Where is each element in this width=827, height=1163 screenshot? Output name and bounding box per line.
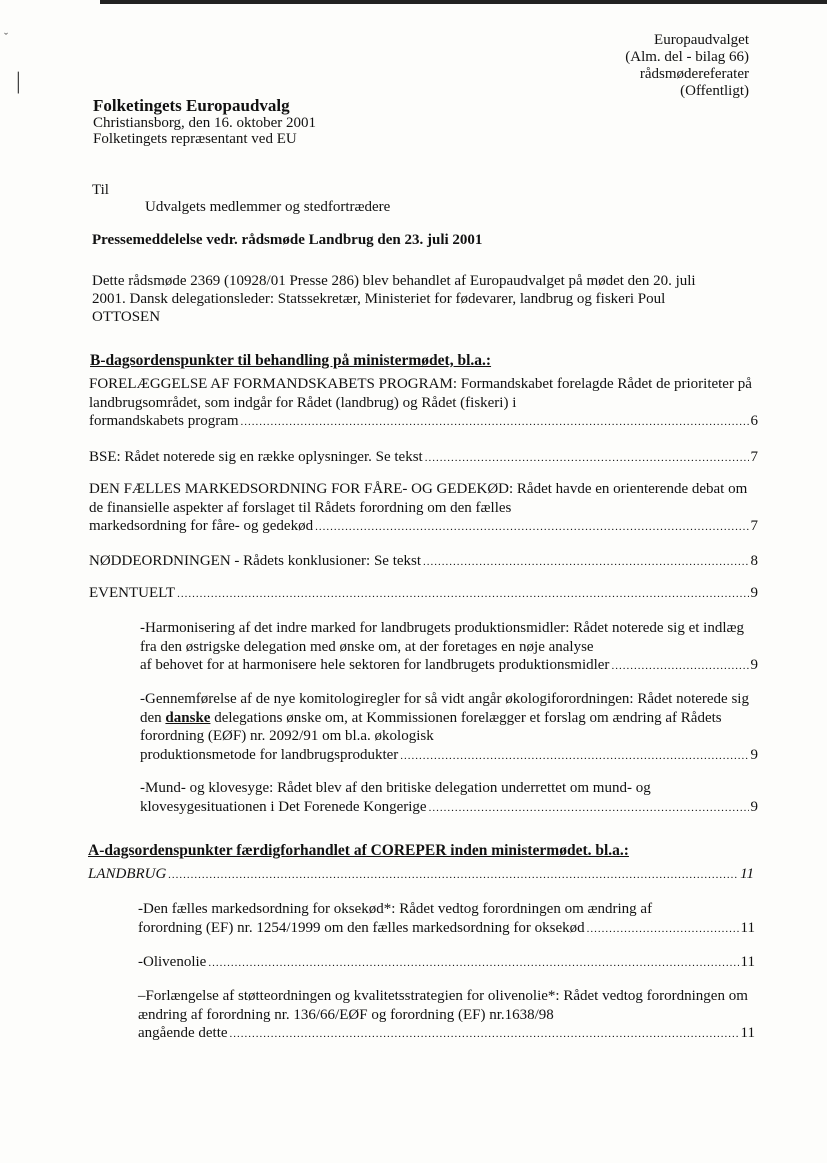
reference-line: (Alm. del - bilag 66) (625, 49, 749, 65)
entry-last-line: af behovet for at harmonisere hele sektoren for landbrugets produktionsmidler (140, 657, 610, 673)
page-number: 11 (740, 919, 755, 936)
dot-leader (230, 1025, 739, 1044)
entry-text: FORELÆGGELSE AF FORMANDSKABETS PROGRAM: Formandskabet forelagde Rådet de prioriteter på landbrugsområdet, som indgår for Rådet (landbrug) og Rådet (fiskeri) i (89, 376, 752, 411)
toc-subentry (138, 953, 755, 973)
entry-last-line: -Olivenolie (138, 954, 207, 970)
toc-entry (89, 448, 758, 468)
entry-last-line: BSE: Rådet noterede sig en række oplysninger. Se tekst (89, 449, 423, 465)
b-section-heading: B-dagsordenspunkter til behandling på ministermødet, bl.a.: (90, 352, 492, 369)
entry-last-line: EVENTUELT (89, 585, 176, 601)
dot-leader (315, 518, 748, 537)
entry-last-line: formandskabets program (89, 413, 239, 429)
entry-last-line: NØDDEORDNINGEN - Rådets konklusioner: Se tekst (89, 553, 422, 569)
dot-leader (400, 747, 748, 766)
toc-subentry (140, 619, 758, 676)
org-name: Folketingets Europaudvalg (93, 96, 290, 115)
entry-last-line: angående dette (138, 1025, 228, 1041)
page-number: 11 (740, 1025, 755, 1041)
toc-subentry (138, 900, 755, 938)
entry-last-line: klovesygesituationen i Det Forenede Kongerige (140, 798, 427, 815)
to-label: Til (92, 182, 109, 198)
toc-entry (89, 375, 758, 432)
dot-leader (611, 657, 748, 676)
scan-mark: │ (12, 72, 25, 92)
page-number: 9 (750, 585, 758, 601)
representative: Folketingets repræsentant ved EU (93, 131, 297, 147)
page-number: 7 (750, 449, 758, 465)
page-number: 9 (750, 798, 758, 815)
a-section-heading: A-dagsordenspunkter færdigforhandlet af COREPER inden ministermødet. bl.a.: (88, 842, 629, 859)
toc-subentry (138, 987, 755, 1044)
page-number: 11 (740, 954, 755, 970)
entry-text: -Gennemførelse af de nye komitologiregler for så vidt angår økologiforordningen: Rådet noterede sig den danske delegations ønske om, at Kommissionen forelægger et forslag om ændring af Rådets forordning (EØF) nr. 2092/91 om bl.a. økologisk (140, 691, 749, 744)
page-number: 9 (750, 657, 758, 673)
toc-entry (89, 584, 758, 604)
reference-line: Europaudvalget (654, 32, 749, 48)
dot-leader (423, 553, 748, 572)
entry-text: -Mund- og klovesyge: Rådet blev af den britiske delegation underrettet om mund- og (140, 780, 651, 796)
page-number: 8 (750, 553, 758, 569)
dot-leader (208, 954, 738, 973)
entry-last-line: produktionsmetode for landbrugsprodukter (140, 746, 399, 763)
dot-leader (425, 449, 749, 468)
letterhead (93, 96, 316, 147)
toc-subentry (140, 779, 758, 817)
toc-entry (89, 480, 758, 537)
press-title: Pressemeddelelse vedr. rådsmøde Landbrug den 23. juli 2001 (92, 232, 483, 248)
toc-entry (88, 865, 754, 885)
entry-text: –Forlængelse af støtteordningen og kvalitetsstrategien for olivenolie*: Rådet vedtog forordningen om ændring af forordning nr. 136/66/EØF og forordning (EF) nr.1638/98 (138, 988, 748, 1023)
entry-last-line: LANDBRUG (88, 866, 167, 882)
entry-text: DEN FÆLLES MARKEDSORDNING FOR FÅRE- OG GEDEKØD: Rådet havde en orienterende debat om de finansielle aspekter af forslaget til Rådets forordning om den fælles (89, 481, 748, 516)
reference-block (625, 32, 749, 100)
emphasis-word: danske (165, 709, 211, 726)
place-date: Christiansborg, den 16. oktober 2001 (93, 115, 317, 131)
page-number: 11 (740, 866, 754, 882)
reference-line: (Offentligt) (680, 83, 749, 99)
toc-subentry (140, 690, 758, 765)
entry-text: -Den fælles markedsordning for oksekød*: Rådet vedtog forordningen om ændring af (138, 901, 653, 917)
reference-line: rådsmødereferater (639, 66, 749, 82)
page-number: 7 (750, 518, 758, 534)
entry-last-line: forordning (EF) nr. 1254/1999 om den fælles markedsordning for oksekød (138, 919, 585, 936)
entry-last-line: markedsordning for fåre- og gedekød (89, 518, 314, 534)
toc-entry (89, 552, 758, 572)
scan-top-border (100, 0, 827, 4)
page-number: 9 (750, 746, 758, 763)
recipients: Udvalgets medlemmer og stedfortrædere (145, 199, 391, 215)
dot-leader (241, 413, 749, 432)
dot-leader (587, 920, 739, 939)
scan-mark: ˇ (4, 30, 8, 44)
entry-text: -Harmonisering af det indre marked for landbrugets produktionsmidler: Rådet noterede sig et indlæg fra den østrigske delegation med ønske om, at der foretages en nøje analyse (140, 620, 745, 655)
dot-leader (429, 799, 749, 818)
page-number: 6 (750, 413, 758, 429)
dot-leader (168, 866, 738, 885)
intro-paragraph: Dette rådsmøde 2369 (10928/01 Presse 286) blev behandlet af Europaudvalget på mødet den 20. juli 2001. Dansk delegationsleder: Statssekretær, Ministeriet for fødevarer, landbrug og fiskeri Poul OTTOSEN (92, 273, 696, 325)
dot-leader (177, 585, 748, 604)
